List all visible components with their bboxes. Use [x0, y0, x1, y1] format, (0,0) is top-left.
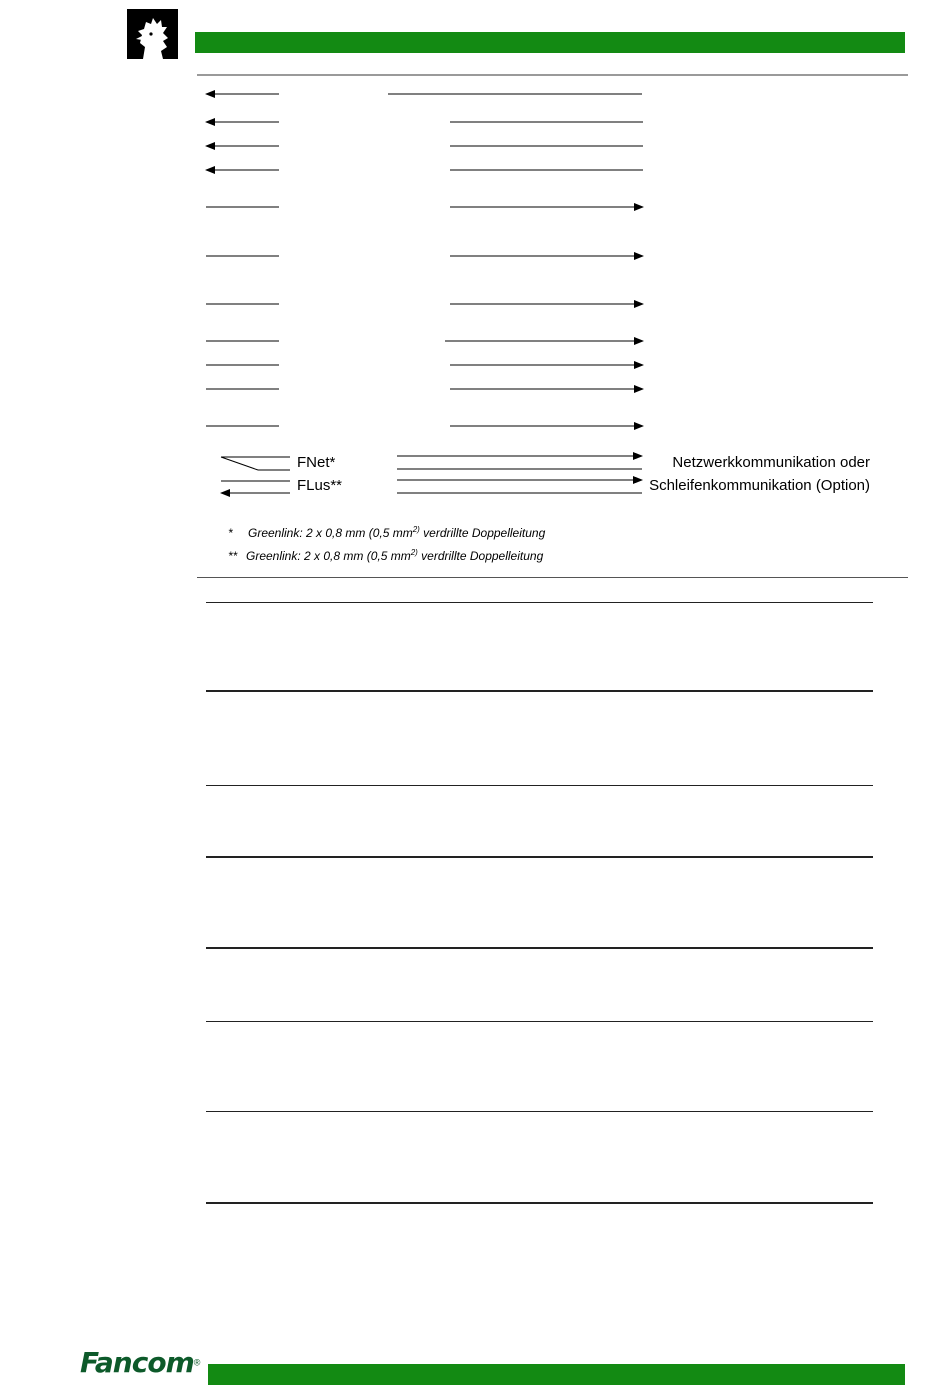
footnote-sup: 2) — [412, 525, 420, 534]
fnet-label: FNet* — [297, 454, 336, 471]
loop-communication-text: Schleifenkommunikation (Option) — [649, 477, 870, 494]
table-rule — [206, 856, 873, 858]
table-rule — [206, 1202, 873, 1204]
footnote-tail: verdrillte Doppelleitung — [419, 526, 546, 540]
footnote-marker: * — [228, 526, 233, 540]
registered-mark: ® — [193, 1357, 201, 1368]
table-rule — [206, 785, 873, 786]
footer-bar — [208, 1364, 905, 1385]
network-communication-text: Netzwerkkommunikation oder — [672, 454, 870, 471]
footnote-fnet — [228, 525, 545, 540]
table-rule — [206, 1111, 873, 1112]
fancom-logo — [80, 1346, 210, 1384]
table-rule — [206, 690, 873, 692]
table-rule — [206, 602, 873, 603]
table-rule — [206, 1021, 873, 1022]
table-rule — [206, 947, 873, 949]
footnote-flus — [228, 548, 543, 563]
fancom-brand-text: Fancom — [80, 1346, 194, 1379]
footnote-text: Greenlink: 2 x 0,8 mm (0,5 mm — [246, 549, 411, 563]
footnote-tail: verdrillte Doppelleitung — [417, 549, 544, 563]
section-divider — [197, 577, 908, 578]
footnote-marker: ** — [228, 549, 238, 563]
flus-label: FLus** — [297, 477, 343, 494]
wiring-diagram — [0, 0, 950, 600]
footnote-text: Greenlink: 2 x 0,8 mm (0,5 mm — [248, 526, 413, 540]
footnote-sup: 2) — [410, 548, 418, 557]
